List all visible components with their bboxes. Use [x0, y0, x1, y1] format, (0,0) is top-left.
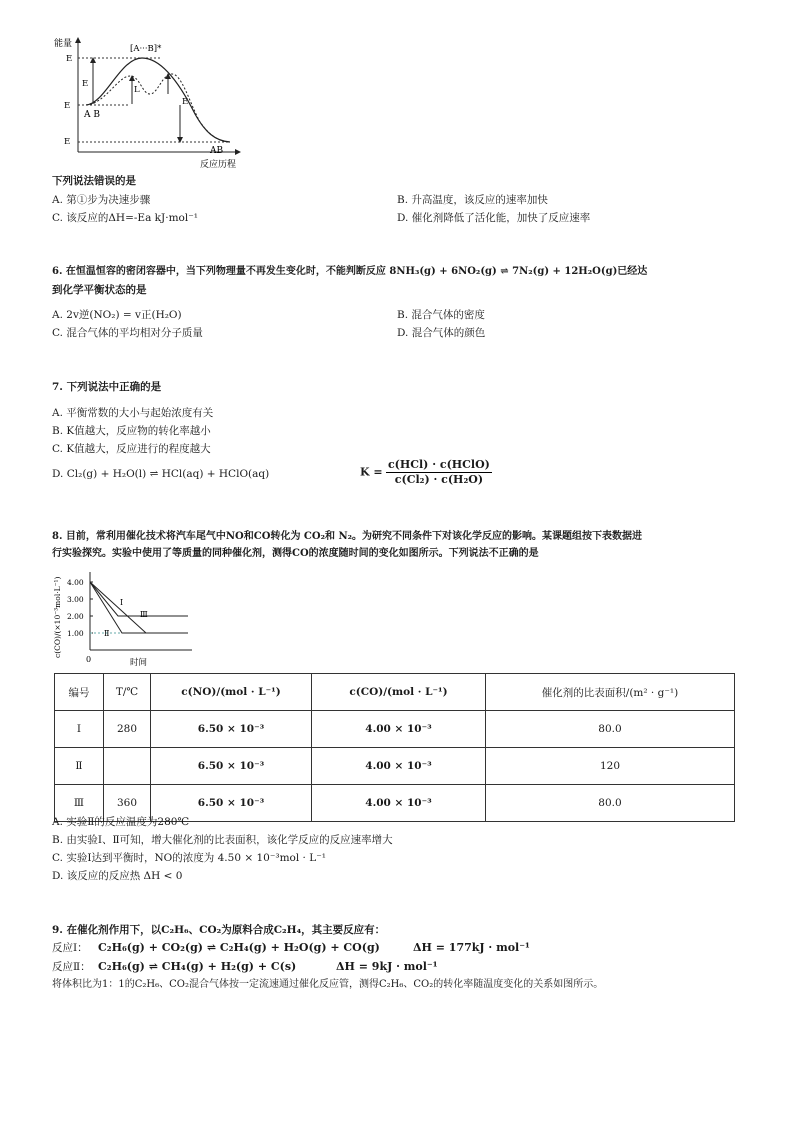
q8-option-c: C. 实验Ⅰ达到平衡时，NO的浓度为 4.50 × 10⁻³mol · L⁻¹ [52, 852, 326, 864]
cell-no: 6.50 × 10⁻³ [151, 711, 312, 748]
chart-series-line [90, 582, 188, 633]
q8-option-d: D. 该反应的反应热 ΔH < 0 [52, 870, 183, 882]
q9-reaction1-label: 反应Ⅰ： [52, 942, 88, 954]
ec-label: E [66, 54, 73, 64]
q7-option-d: D. Cl₂(g) + H₂O(l) ⇌ HCl(aq) + HClO(aq) [52, 468, 270, 480]
q6-option-d: D. 混合气体的颜色 [397, 327, 486, 339]
table-row [55, 711, 735, 748]
chart-x-origin: 0 [86, 655, 92, 664]
q7-option-a: A. 平衡常数的大小与起始浓度有关 [52, 407, 214, 419]
e2-label: E [82, 79, 89, 89]
q5-option-d: D. 催化剂降低了活化能，加快了反应速率 [397, 212, 591, 224]
cell-surface: 80.0 [486, 711, 735, 748]
k-denominator: c(Cl₂) · c(H₂O) [394, 473, 484, 486]
q7-option-b: B. K值越大，反应物的转化率越小 [52, 425, 211, 437]
q9-reaction1-dh: ΔH = 177kJ · mol⁻¹ [413, 941, 530, 954]
q6-option-b: B. 混合气体的密度 [397, 309, 485, 321]
chart-series-line [90, 582, 188, 616]
q8-option-b: B. 由实验Ⅰ、Ⅱ可知，增大催化剂的比表面积，该化学反应的反应速率增大 [52, 834, 393, 846]
q6-stem-line1: 6. 在恒温恒容的密闭容器中，当下列物理量不再发生变化时，不能判断反应 8NH₃(g) + 6NO₂(g) ⇌ 7N₂(g) + 12H₂O(g)已经达 [52, 266, 648, 277]
cell-id: Ⅲ [55, 785, 104, 822]
co-concentration-chart [50, 568, 200, 670]
l1-label: L [134, 85, 140, 95]
chart-xlabel: 时间 [130, 658, 148, 668]
k-numerator: c(HCl) · c(HClO) [387, 458, 490, 471]
th-id: 编号 [55, 674, 104, 711]
q9-reaction2-dh: ΔH = 9kJ · mol⁻¹ [336, 960, 438, 973]
chart-ytick-label: 2.00 [67, 612, 84, 621]
cell-no: 6.50 × 10⁻³ [151, 785, 312, 822]
q6-stem-line2: 到化学平衡状态的是 [52, 284, 147, 296]
cell-temp: 280 [104, 711, 151, 748]
cell-no: 6.50 × 10⁻³ [151, 748, 312, 785]
q7-option-c: C. K值越大，反应进行的程度越大 [52, 443, 211, 455]
reactant-energy-label: E [64, 101, 71, 111]
cell-surface: 80.0 [486, 785, 735, 822]
th-surface: 催化剂的比表面积/(m² · g⁻¹) [486, 674, 735, 711]
products-label: AB [210, 146, 224, 156]
cell-temp: 360 [104, 785, 151, 822]
q9-stem-line4: 将体积比为1：1的C₂H₆、CO₂混合气体按一定流速通过催化反应管，测得C₂H₆、CO₂的转化率随温度变化的关系如图所示。 [52, 979, 604, 990]
q6-option-a: A. 2v逆(NO₂) = v正(H₂O) [52, 309, 182, 321]
table-row [55, 748, 735, 785]
cell-id: Ⅱ [55, 748, 104, 785]
q7-k-expression [360, 458, 492, 487]
y-axis-label: 能量 [54, 39, 73, 49]
q9-reaction1-equation: C₂H₆(g) + CO₂(g) ⇌ C₂H₄(g) + H₂O(g) + CO(g) [98, 941, 380, 954]
th-co: c(CO)/(mol · L⁻¹) [312, 674, 486, 711]
chart-ytick-label: 4.00 [67, 578, 84, 587]
chart-series-label: Ⅰ [120, 598, 124, 607]
th-no: c(NO)/(mol · L⁻¹) [151, 674, 312, 711]
q9-reaction2-label: 反应Ⅱ： [52, 961, 91, 973]
k-fraction [386, 458, 492, 487]
q9-stem-line1: 9. 在催化剂作用下，以C₂H₆、CO₂为原料合成C₂H₄，其主要反应有： [52, 924, 386, 936]
energy-curve-uncatalyzed [86, 58, 230, 142]
k-lhs: K = [360, 465, 383, 479]
chart-series-line [90, 582, 188, 633]
transition-state-label: [A···B]* [130, 44, 162, 54]
cell-temp [104, 748, 151, 785]
q5-option-b: B. 升高温度，该反应的速率加快 [397, 194, 548, 206]
table-header-row [55, 674, 735, 711]
cell-co: 4.00 × 10⁻³ [312, 748, 486, 785]
cell-co: 4.00 × 10⁻³ [312, 711, 486, 748]
e1-label: E [182, 97, 189, 107]
chart-series-label: Ⅲ [140, 610, 148, 619]
q5-option-c: C. 该反应的ΔH=-Ea kJ·mol⁻¹ [52, 212, 198, 224]
q5-stem: 下列说法错误的是 [52, 175, 136, 187]
chart-ytick-label: 3.00 [67, 595, 84, 604]
cell-id: Ⅰ [55, 711, 104, 748]
chart-series-label: Ⅱ [104, 629, 110, 638]
experiment-table [54, 673, 735, 822]
cell-surface: 120 [486, 748, 735, 785]
product-energy-label: E [64, 137, 71, 147]
chart-ytick-label: 1.00 [67, 629, 84, 638]
q5-option-a: A. 第①步为决速步骤 [52, 194, 151, 206]
chart-ylabel: c(CO)/(×10⁻³mol·L⁻¹) [53, 576, 62, 658]
q8-stem-line2: 行实验探究。实验中使用了等质量的同种催化剂，测得CO的浓度随时间的变化如图所示。下列说法不正确的是 [52, 548, 539, 559]
q8-option-a: A. 实验Ⅱ的反应温度为280℃ [52, 816, 190, 828]
q9-reaction2-equation: C₂H₆(g) ⇌ CH₄(g) + H₂(g) + C(s) [98, 960, 297, 973]
energy-diagram [50, 34, 250, 170]
q6-option-c: C. 混合气体的平均相对分子质量 [52, 327, 203, 339]
reactants-label: A B [84, 110, 100, 120]
q7-stem: 7. 下列说法中正确的是 [52, 381, 162, 393]
th-temp: T/℃ [104, 674, 151, 711]
q8-stem-line1: 8. 目前，常利用催化技术将汽车尾气中NO和CO转化为 CO₂和 N₂。为研究不同条件下对该化学反应的影响。某课题组按下表数据进 [52, 531, 642, 542]
cell-co: 4.00 × 10⁻³ [312, 785, 486, 822]
x-axis-label: 反应历程 [200, 160, 237, 170]
